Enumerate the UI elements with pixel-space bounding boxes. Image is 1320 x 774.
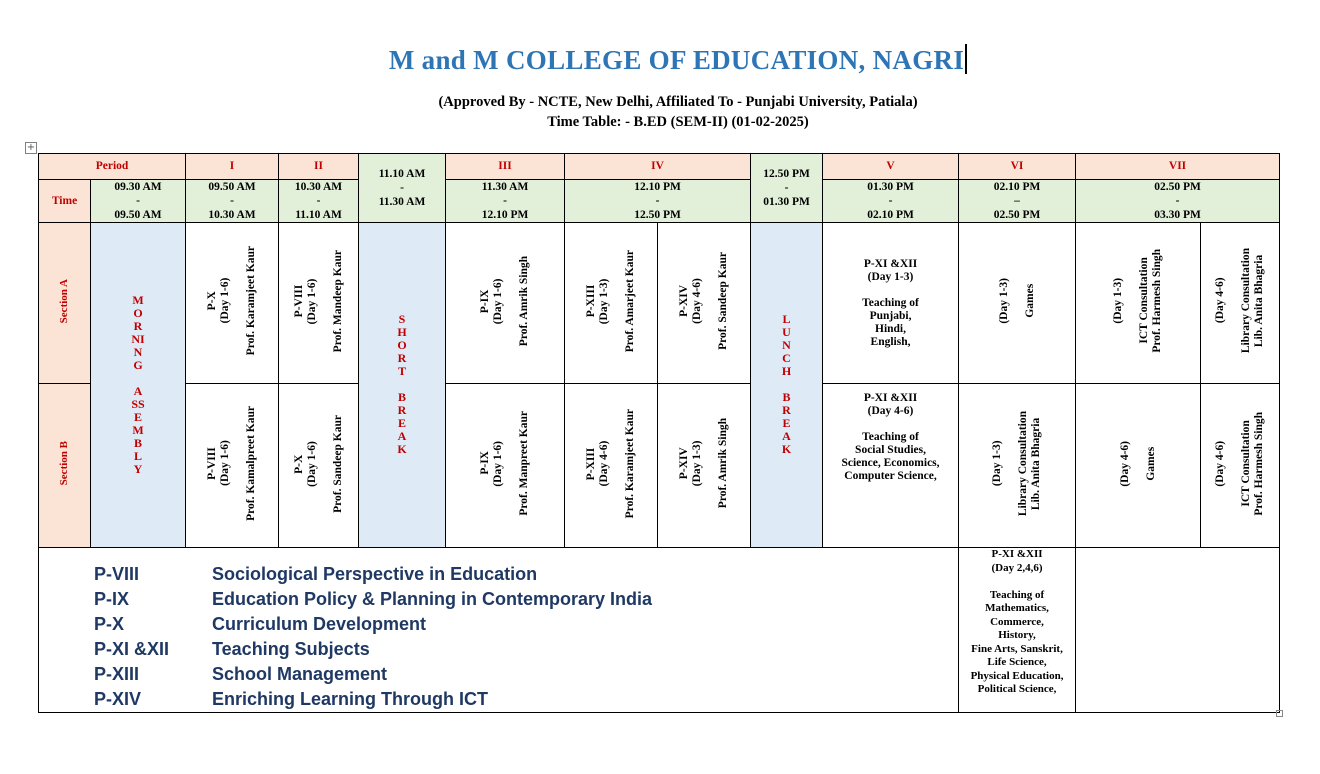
short-break-time: 11.10 AM - 11.30 AM xyxy=(359,154,446,223)
section-a-period-iii: P-IX (Day 1-6) Prof. Amrik Singh xyxy=(446,223,565,384)
college-title: M and M COLLEGE OF EDUCATION, NAGRI xyxy=(0,44,1320,76)
timetable-heading: Time Table: - B.ED (SEM-II) (01-02-2025) xyxy=(547,114,809,130)
section-b-period-iii: P-IX (Day 1-6) Prof. Manpreet Kaur xyxy=(446,384,565,548)
period-iv: IV xyxy=(565,154,751,180)
time-period-ii: 10.30 AM - 11.10 AM xyxy=(279,180,359,223)
section-a-period-vii-a: (Day 1-3) ICT Consultation Prof. Harmesh Singh xyxy=(1076,223,1201,384)
period-ii: II xyxy=(279,154,359,180)
timetable xyxy=(38,153,1280,713)
legend-row: P-XIV Enriching Learning Through ICT xyxy=(94,689,488,709)
approval-line: (Approved By - NCTE, New Delhi, Affiliated To - Punjabi University, Patiala) xyxy=(438,94,918,110)
section-a-period-ii: P-VIII (Day 1-6) Prof. Mandeep Kaur xyxy=(279,223,359,384)
time-assembly: 09.30 AM - 09.50 AM xyxy=(91,180,186,223)
empty-cell xyxy=(1076,548,1280,713)
legend-row: P-IX Education Policy & Planning in Contemporary India xyxy=(94,589,653,609)
time-period-v: 01.30 PM - 02.10 PM xyxy=(823,180,959,223)
time-period-iii: 11.30 AM - 12.10 PM xyxy=(446,180,565,223)
time-period-iv: 12.10 PM - 12.50 PM xyxy=(565,180,751,223)
paper-legend xyxy=(39,548,959,713)
section-a-label: Section A xyxy=(39,223,91,384)
section-a-period-vii-b: (Day 4-6) Library Consultation Lib. Anita Bhagria xyxy=(1201,223,1280,384)
legend-row: P-X Curriculum Development xyxy=(94,614,427,634)
period-i: I xyxy=(186,154,279,180)
morning-assembly: MORNING ASSEMBLY xyxy=(91,223,186,548)
time-period-vi: 02.10 PM – 02.50 PM xyxy=(959,180,1076,223)
section-b-period-vi: (Day 1-3) Library Consultation Lib. Anita Bhagria xyxy=(959,384,1076,548)
time-period-vii: 02.50 PM - 03.30 PM xyxy=(1076,180,1280,223)
time-period-i: 09.50 AM - 10.30 AM xyxy=(186,180,279,223)
section-b-period-vii-b: (Day 4-6) ICT Consultation Prof. Harmesh Singh xyxy=(1201,384,1280,548)
table-move-handle-icon[interactable]: + xyxy=(26,142,36,153)
period-vii: VII xyxy=(1076,154,1280,180)
section-b-period-v: P-XI &XII (Day 4-6) Teaching of Social Studies, Science, Economics, Computer Science, xyxy=(823,384,959,548)
lunch-break-time: 12.50 PM - 01.30 PM xyxy=(751,154,823,223)
section-b-period-vii-a: (Day 4-6) Games xyxy=(1076,384,1201,548)
section-b-period-ii: P-X (Day 1-6) Prof. Sandeep Kaur xyxy=(279,384,359,548)
section-a-period-i: P-X (Day 1-6) Prof. Karamjeet Kaur xyxy=(186,223,279,384)
legend-row: P-XIII School Management xyxy=(94,664,388,684)
section-b-period-i: P-VIII (Day 1-6) Prof. Kamalpreet Kaur xyxy=(186,384,279,548)
section-b-period-iv-b: P-XIV (Day 1-3) Prof. Amrik Singh xyxy=(658,384,751,548)
lunch-break: LUNCH BREAK xyxy=(751,223,823,548)
short-break: SHORT BREAK xyxy=(359,223,446,548)
text-cursor xyxy=(965,44,967,74)
period-vi: VI xyxy=(959,154,1076,180)
period-vi-extra-teaching: P-XI &XII (Day 2,4,6) Teaching of Mathematics, Commerce, History, Fine Arts, Sanskrit, Life Science, Physical Education, Political Science, xyxy=(959,548,1076,713)
legend-row: P-VIII Sociological Perspective in Education xyxy=(94,564,538,584)
period-header: Period xyxy=(39,154,186,180)
table-resize-handle[interactable] xyxy=(1276,710,1283,717)
section-b-label: Section B xyxy=(39,384,91,548)
legend-row: P-XI &XII Teaching Subjects xyxy=(94,639,370,659)
section-a-period-vi: (Day 1-3) Games xyxy=(959,223,1076,384)
time-label: Time xyxy=(39,180,91,223)
section-a-period-iv-b: P-XIV (Day 4-6) Prof. Sandeep Kaur xyxy=(658,223,751,384)
section-b-period-iv-a: P-XIII (Day 4-6) Prof. Karamjeet Kaur xyxy=(565,384,658,548)
section-a-period-iv-a: P-XIII (Day 1-3) Prof. Amarjeet Kaur xyxy=(565,223,658,384)
section-a-period-v: P-XI &XII (Day 1-3) Teaching of Punjabi, Hindi, English, xyxy=(823,223,959,384)
period-v: V xyxy=(823,154,959,180)
period-iii: III xyxy=(446,154,565,180)
